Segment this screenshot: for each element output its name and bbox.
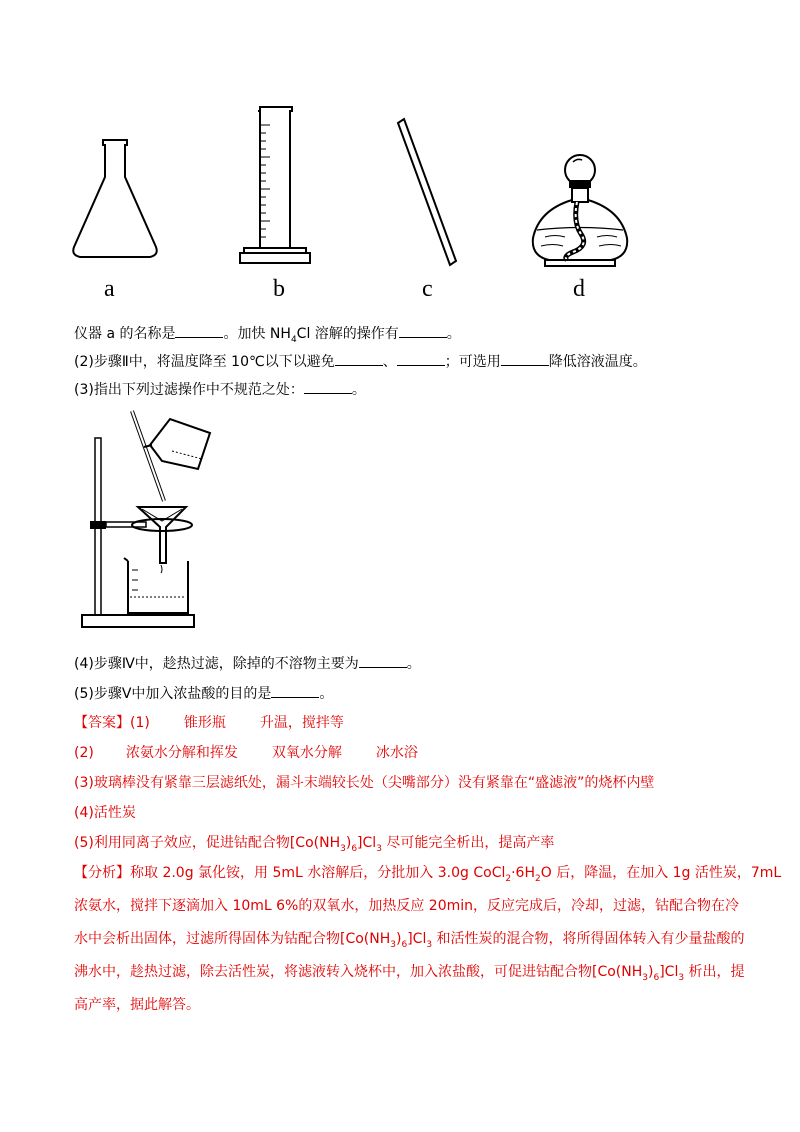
answer-4-line: (4)活性炭 [74,805,136,821]
answer-blank [399,323,447,338]
filtration-apparatus-figure [80,405,290,635]
conical-flask-figure-a [70,135,160,265]
answer-5-line: (5)利用同离子效应，促进钴配合物$[Co(NH_3)_6]Cl_3$ 尽可能完全析出，提高产率 [74,835,555,854]
answer-3-line: (3)玻璃棒没有紧靠三层滤纸处，漏斗末端较长处（尖嘴部分）没有紧靠在“盛滤液”的烧杯内壁 [74,775,655,791]
analysis-line-2: 浓氨水，搅拌下逐滴加入 10mL 6%的双氧水，加热反应 20min，反应完成后，冷却，过滤，钴配合物在冷 [74,898,740,914]
figure-label-c: c [422,276,433,302]
answer-blank [359,653,407,668]
figure-label-a: a [104,276,115,302]
question-4-line: (4)步骤Ⅳ中，趁热过滤，除掉的不溶物主要为 。 [74,653,421,674]
answer-blank [501,351,549,366]
question-1-line: 仪器 a 的名称是 。加快 $NH_4Cl$ 溶解的操作有 。 [74,323,461,350]
answer-1-line: 【答案】(1) 锥形瓶 升温，搅拌等 [74,715,344,731]
question-2-line: (2)步骤Ⅱ中，将温度降至 10℃以下以避免 、 ；可选用 降低溶液温度。 [74,351,647,372]
analysis-line-5: 高产率，据此解答。 [74,997,200,1013]
analysis-line-4: 沸水中，趁热过滤，除去活性炭，将滤液转入烧杯中，加入浓盐酸，可促进钴配合物$[Co(NH_3)_6]Cl_3$ 析出，提 [74,964,745,983]
figure-label-d: d [573,276,585,302]
glass-rod-figure-c [395,115,460,270]
answer-blank [175,323,223,338]
answer-2-line: (2) 浓氨水分解和挥发 双氧水分解 冰水浴 [74,745,418,761]
question-3-line: (3)指出下列过滤操作中不规范之处： 。 [74,379,366,400]
answer-blank [304,379,352,394]
answer-blank [271,683,319,698]
figure-label-b: b [273,276,285,302]
analysis-tag: 【分析】 [74,865,130,881]
alcohol-lamp-figure-d [527,152,632,270]
analysis-line-1: 【分析】称取 2.0g 氯化铵，用 5mL 水溶解后，分批加入 3.0g $CoCl_2\cdot 6H_2O$ 后，降温，在加入 1g 活性炭，7mL [74,865,782,884]
graduated-cylinder-figure-b [240,103,310,269]
answer-tag: 【答案】 [74,715,130,731]
answer-blank [335,351,383,366]
analysis-line-3: 水中会析出固体，过滤所得固体为钴配合物$[Co(NH_3)_6]Cl_3$ 和活性炭的混合物，将所得固体转入有少量盐酸的 [74,931,745,950]
answer-blank [397,351,445,366]
question-5-line: (5)步骤Ⅴ中加入浓盐酸的目的是 。 [74,683,333,704]
